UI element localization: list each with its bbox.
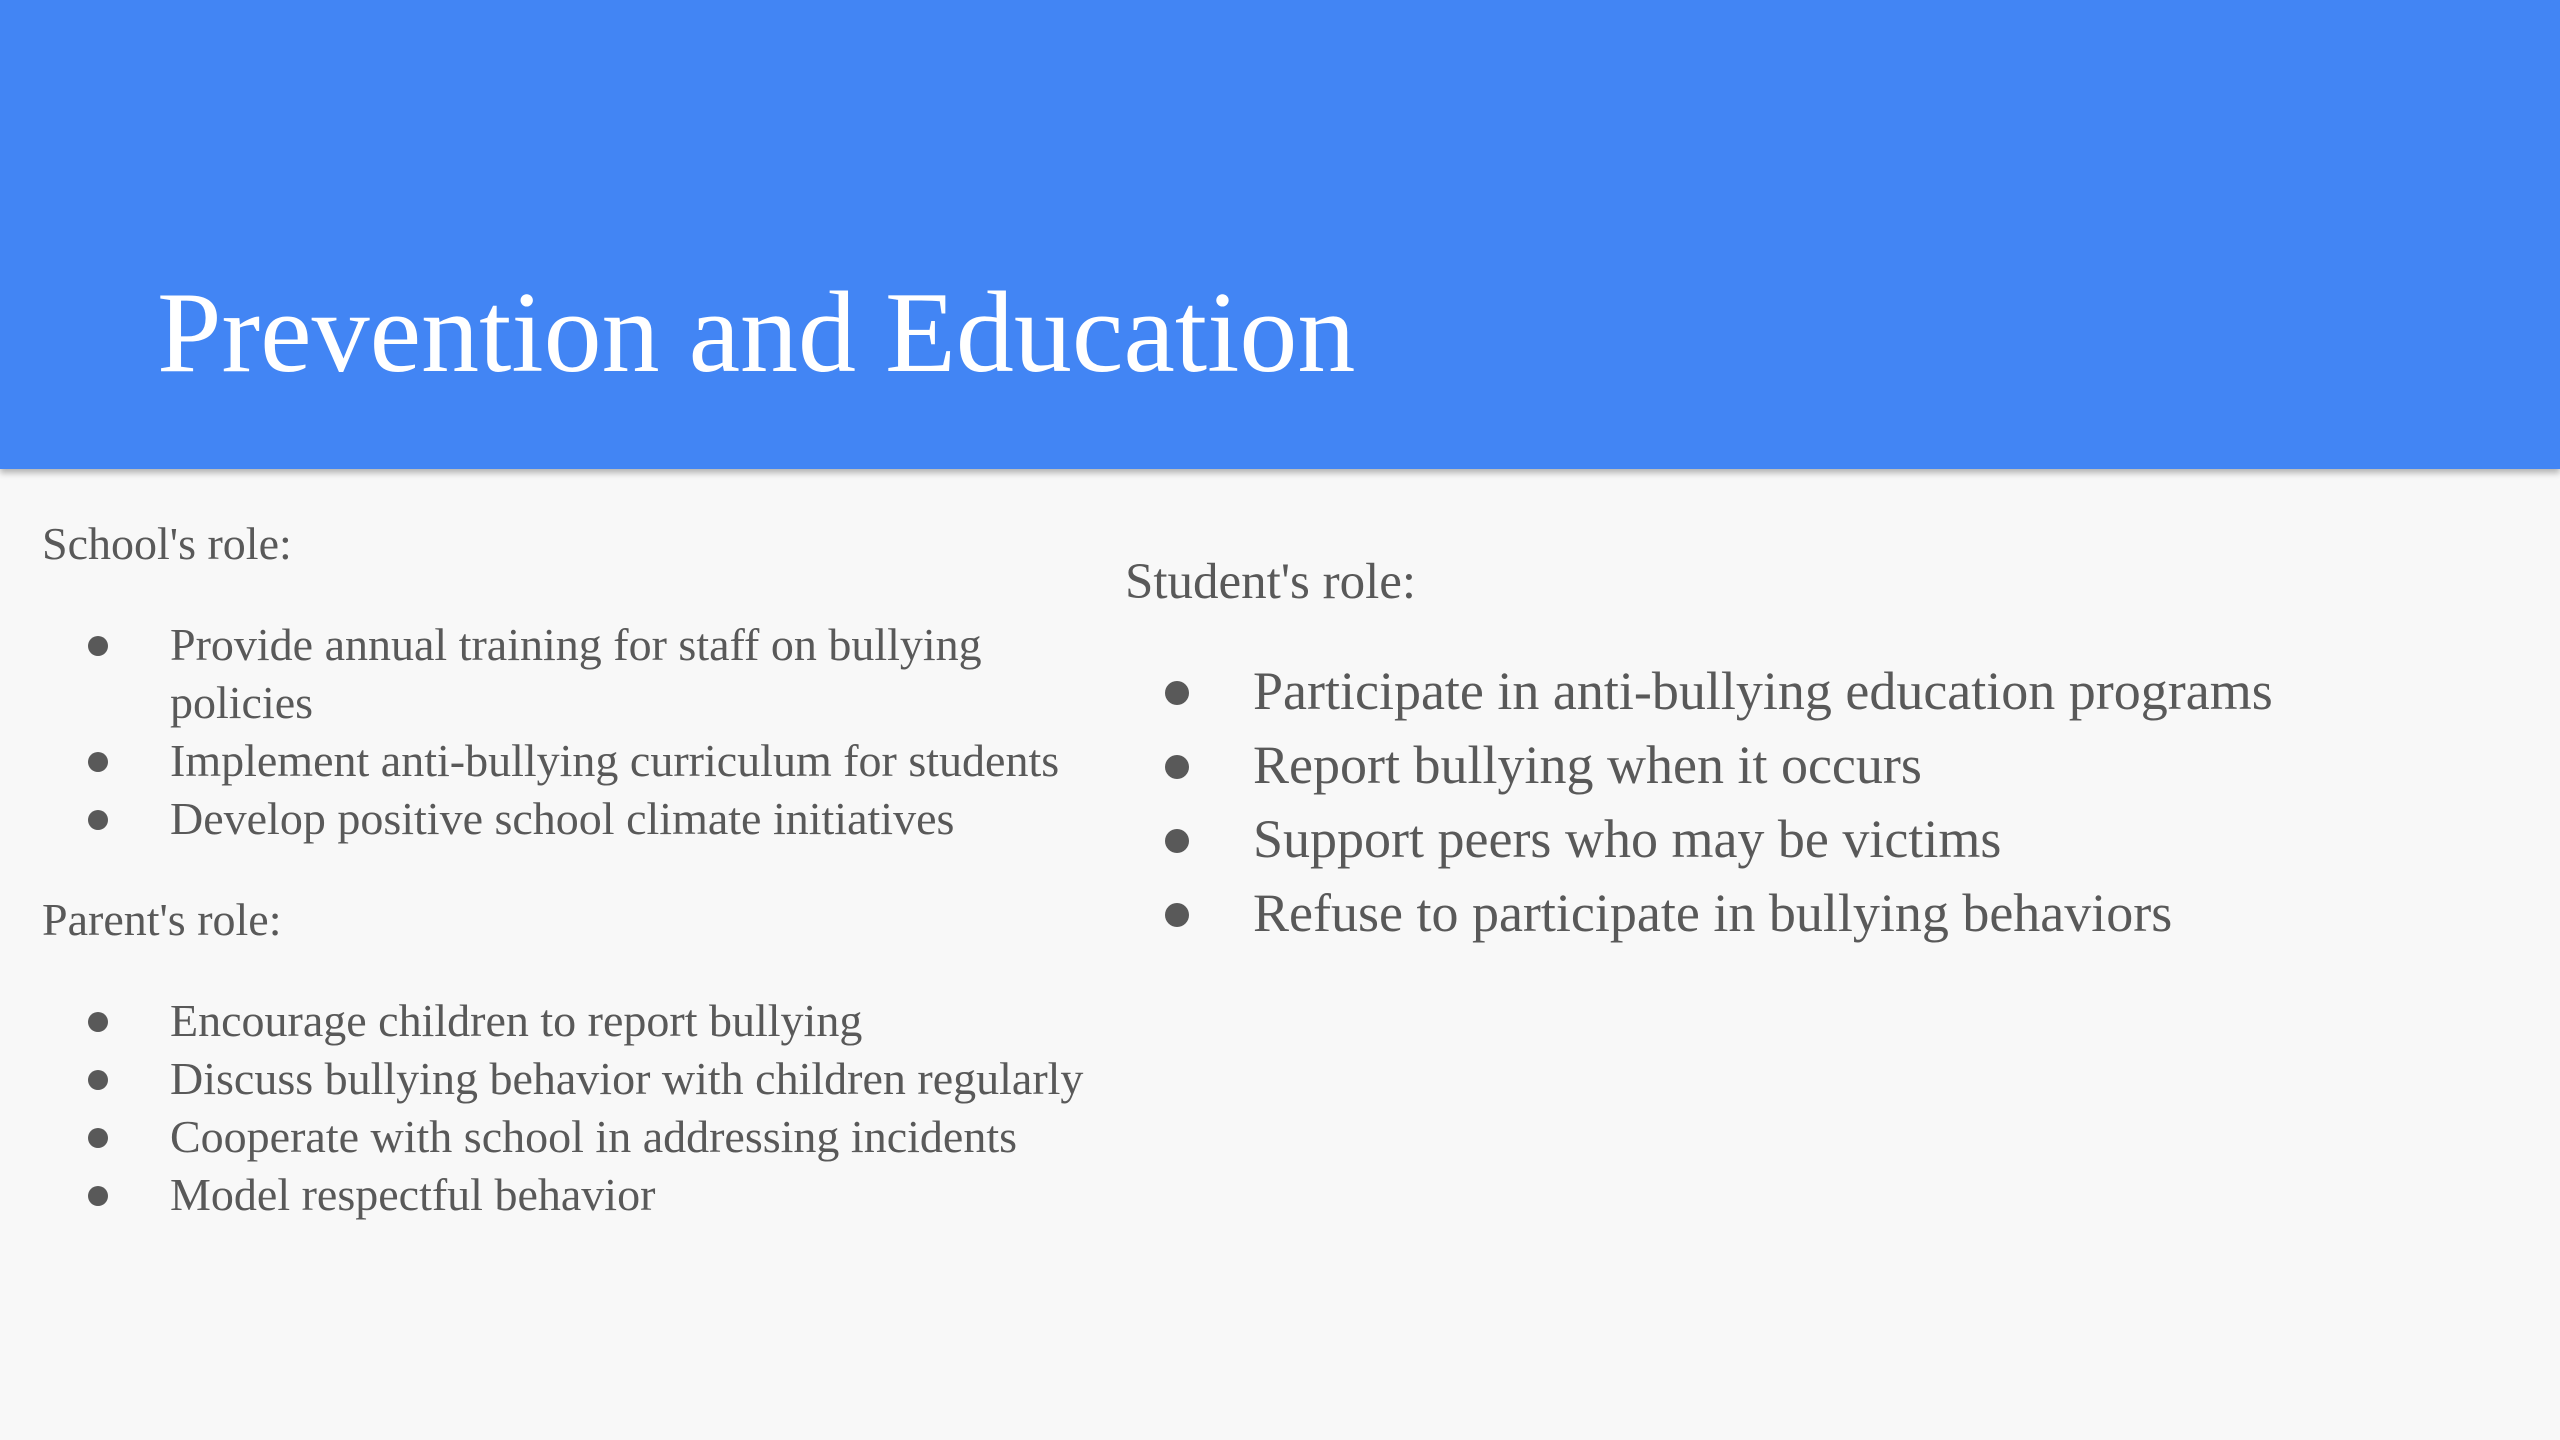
bullet-icon [88,1128,108,1148]
slide-title: Prevention and Education [157,269,1356,397]
student-role-heading: Student's role: [1125,554,1417,610]
list-item [42,1108,1090,1166]
list-item [1125,728,2505,802]
bullet-icon [1165,755,1189,779]
school-role-heading: School's role: [42,518,292,569]
list-item [42,1050,1090,1108]
list-item [1125,802,2505,876]
list-item [42,992,1090,1050]
bullet-icon [88,810,108,830]
list-item [42,732,1090,790]
list-item [42,616,1090,732]
bullet-icon [1165,903,1189,927]
list-item-text: Refuse to participate in bullying behaviors [1253,883,2173,943]
bullet-icon [88,1070,108,1090]
parent-role-list [42,992,1082,1224]
list-item-text: Support peers who may be victims [1253,809,2002,869]
list-item-text: Encourage children to report bullying [170,995,863,1046]
left-column [42,512,1082,1264]
right-column [1125,550,2505,950]
bullet-icon [88,636,108,656]
list-item-text: Participate in anti-bullying education programs [1253,661,2273,721]
list-item [42,1166,1090,1224]
bullet-icon [1165,829,1189,853]
bullet-icon [1165,681,1189,705]
list-item-text: Report bullying when it occurs [1253,735,1922,795]
list-item-text: Discuss bullying behavior with children regularly [170,1053,1084,1104]
list-item [1125,876,2505,950]
student-role-list [1125,654,2505,950]
list-item [42,790,1090,848]
parent-role-heading: Parent's role: [42,894,282,945]
bullet-icon [88,1186,108,1206]
list-item-text: Cooperate with school in addressing incidents [170,1111,1018,1162]
school-role-list [42,616,1082,848]
list-item-text: Provide annual training for staff on bullying policies [170,619,982,728]
bullet-icon [88,1012,108,1032]
list-item-text: Model respectful behavior [170,1169,656,1220]
bullet-icon [88,752,108,772]
title-banner [0,0,2560,469]
list-item-text: Implement anti-bullying curriculum for students [170,735,1060,786]
list-item [1125,654,2505,728]
list-item-text: Develop positive school climate initiatives [170,793,955,844]
